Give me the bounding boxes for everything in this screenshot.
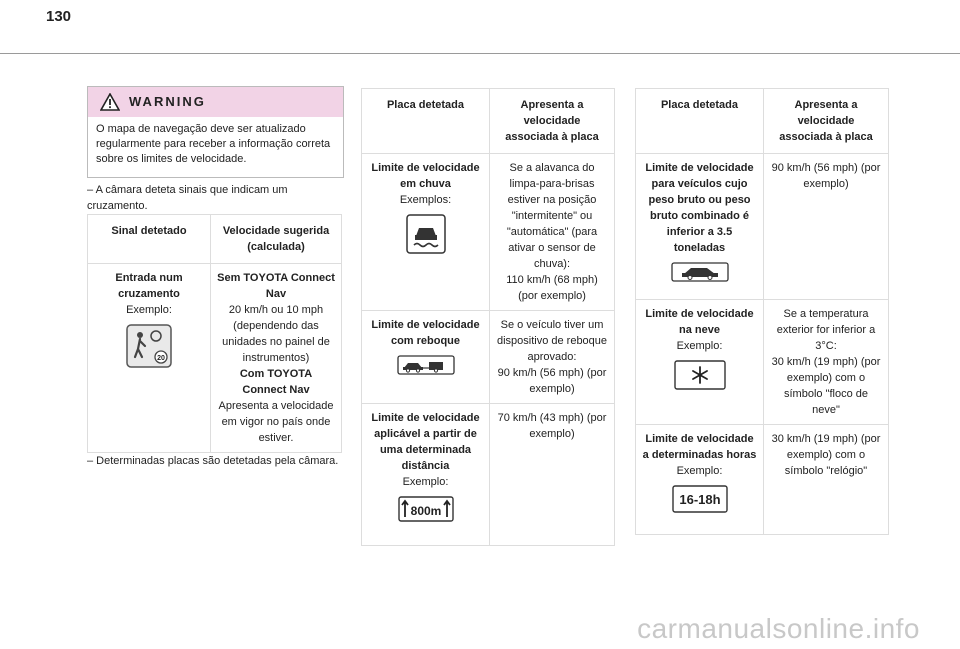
weight-limit-value: 90 km/h (56 mph) (por exemplo) [764, 154, 889, 300]
table-row [636, 300, 889, 425]
table3-header-sign: Placa detetada [636, 89, 764, 154]
table-row [362, 311, 615, 404]
time-limit-title: Limite de velocidade a determinadas horas [642, 433, 757, 461]
trailer-limit-value: Se o veículo tiver um dispositivo de reboque aprovado: 90 km/h (56 mph) (por exemplo) [490, 311, 615, 404]
table-row [362, 154, 615, 311]
warning-header [88, 87, 343, 117]
snowflake-sign-icon [674, 360, 726, 390]
table3-header-speed: Apresenta a velocidade associada à placa [764, 89, 889, 154]
rain-limit-example: Exemplos: [399, 194, 452, 206]
rain-limit-title: Limite de velocidade em chuva [371, 162, 480, 190]
distance-sign-icon [398, 496, 454, 522]
intro-text: – A câmara deteta sinais que indicam um cruzamento. [87, 184, 288, 212]
table-row [636, 425, 889, 535]
snow-limit-example: Exemplo: [676, 340, 723, 352]
table2-header-speed: Apresenta a velocidade associada à placa [490, 89, 615, 154]
zone-speed-badge: 20 [157, 355, 165, 362]
distance-limit-value: 70 km/h (43 mph) (por exemplo) [490, 404, 615, 546]
table-row [636, 154, 889, 300]
header-divider [0, 53, 960, 54]
sign-table-right [635, 88, 889, 535]
snow-limit-value: Se a temperatura exterior for inferior a 3°C: 30 km/h (19 mph) (por exemplo) com o símbolo "floco de neve" [764, 300, 889, 425]
watermark: carmanualsonline.info [637, 613, 920, 644]
warning-title: WARNING [129, 94, 206, 109]
table1-speed-cell [211, 264, 342, 453]
table2-header-sign: Placa detetada [362, 89, 490, 154]
table-row [362, 404, 615, 546]
snow-limit-title: Limite de velocidade na neve [645, 308, 754, 336]
warning-text: O mapa de navegação deve ser atualizado regularmente para receber a informação correta sobre os limites de velocidade. [96, 123, 331, 165]
time-sign-icon [672, 485, 728, 513]
warning-triangle-icon [100, 93, 120, 111]
detected-signal-table [87, 214, 342, 453]
distance-limit-example: Exemplo: [402, 476, 449, 488]
table1-header-speed: Velocidade sugerida (calculada) [211, 215, 342, 264]
table1-with-nav-text: Apresenta a velocidade em vigor no país onde estiver. [218, 400, 334, 444]
trailer-limit-title: Limite de velocidade com reboque [371, 319, 480, 347]
page-number: 130 [46, 8, 72, 25]
time-limit-example: Exemplo: [676, 465, 723, 477]
time-limit-value: 30 km/h (19 mph) (por exemplo) com o símbolo "relógio" [764, 425, 889, 535]
distance-sign-text: 800m [410, 504, 441, 518]
table1-sign-example: Exemplo: [126, 304, 172, 316]
weight-limit-title: Limite de velocidade para veículos cujo peso bruto ou peso bruto combinado é inferior a 3.5 toneladas [645, 162, 754, 254]
table1-without-nav-title: Sem TOYOTA Connect Nav [217, 272, 335, 300]
table1-with-nav-title: Com TOYOTA Connect Nav [239, 368, 313, 396]
table1-header-sign: Sinal detetado [88, 215, 211, 264]
table1-without-nav-text: 20 km/h ou 10 mph (dependendo das unidades no painel de instrumentos) [222, 304, 330, 364]
table1-sign-title: Entrada num cruzamento [115, 272, 183, 300]
time-sign-text: 16-18h [678, 492, 721, 507]
after-text: – Determinadas placas são detetadas pela câmara. [87, 455, 339, 467]
warning-box [87, 86, 344, 178]
distance-limit-title: Limite de velocidade aplicável a partir de uma determinada distância [371, 412, 480, 472]
car-sign-icon [671, 262, 729, 282]
sign-table-middle [361, 88, 615, 546]
rain-sign-icon [406, 214, 446, 254]
table1-sign-cell [88, 264, 211, 453]
car-trailer-sign-icon [397, 355, 455, 375]
pedestrian-zone-sign-icon [126, 324, 172, 368]
rain-limit-value: Se a alavanca do limpa-para-brisas estiver na posição "intermitente" ou "automática" (para ativar o sensor de chuva): 110 km/h (68 mph) (por exemplo) [490, 154, 615, 311]
